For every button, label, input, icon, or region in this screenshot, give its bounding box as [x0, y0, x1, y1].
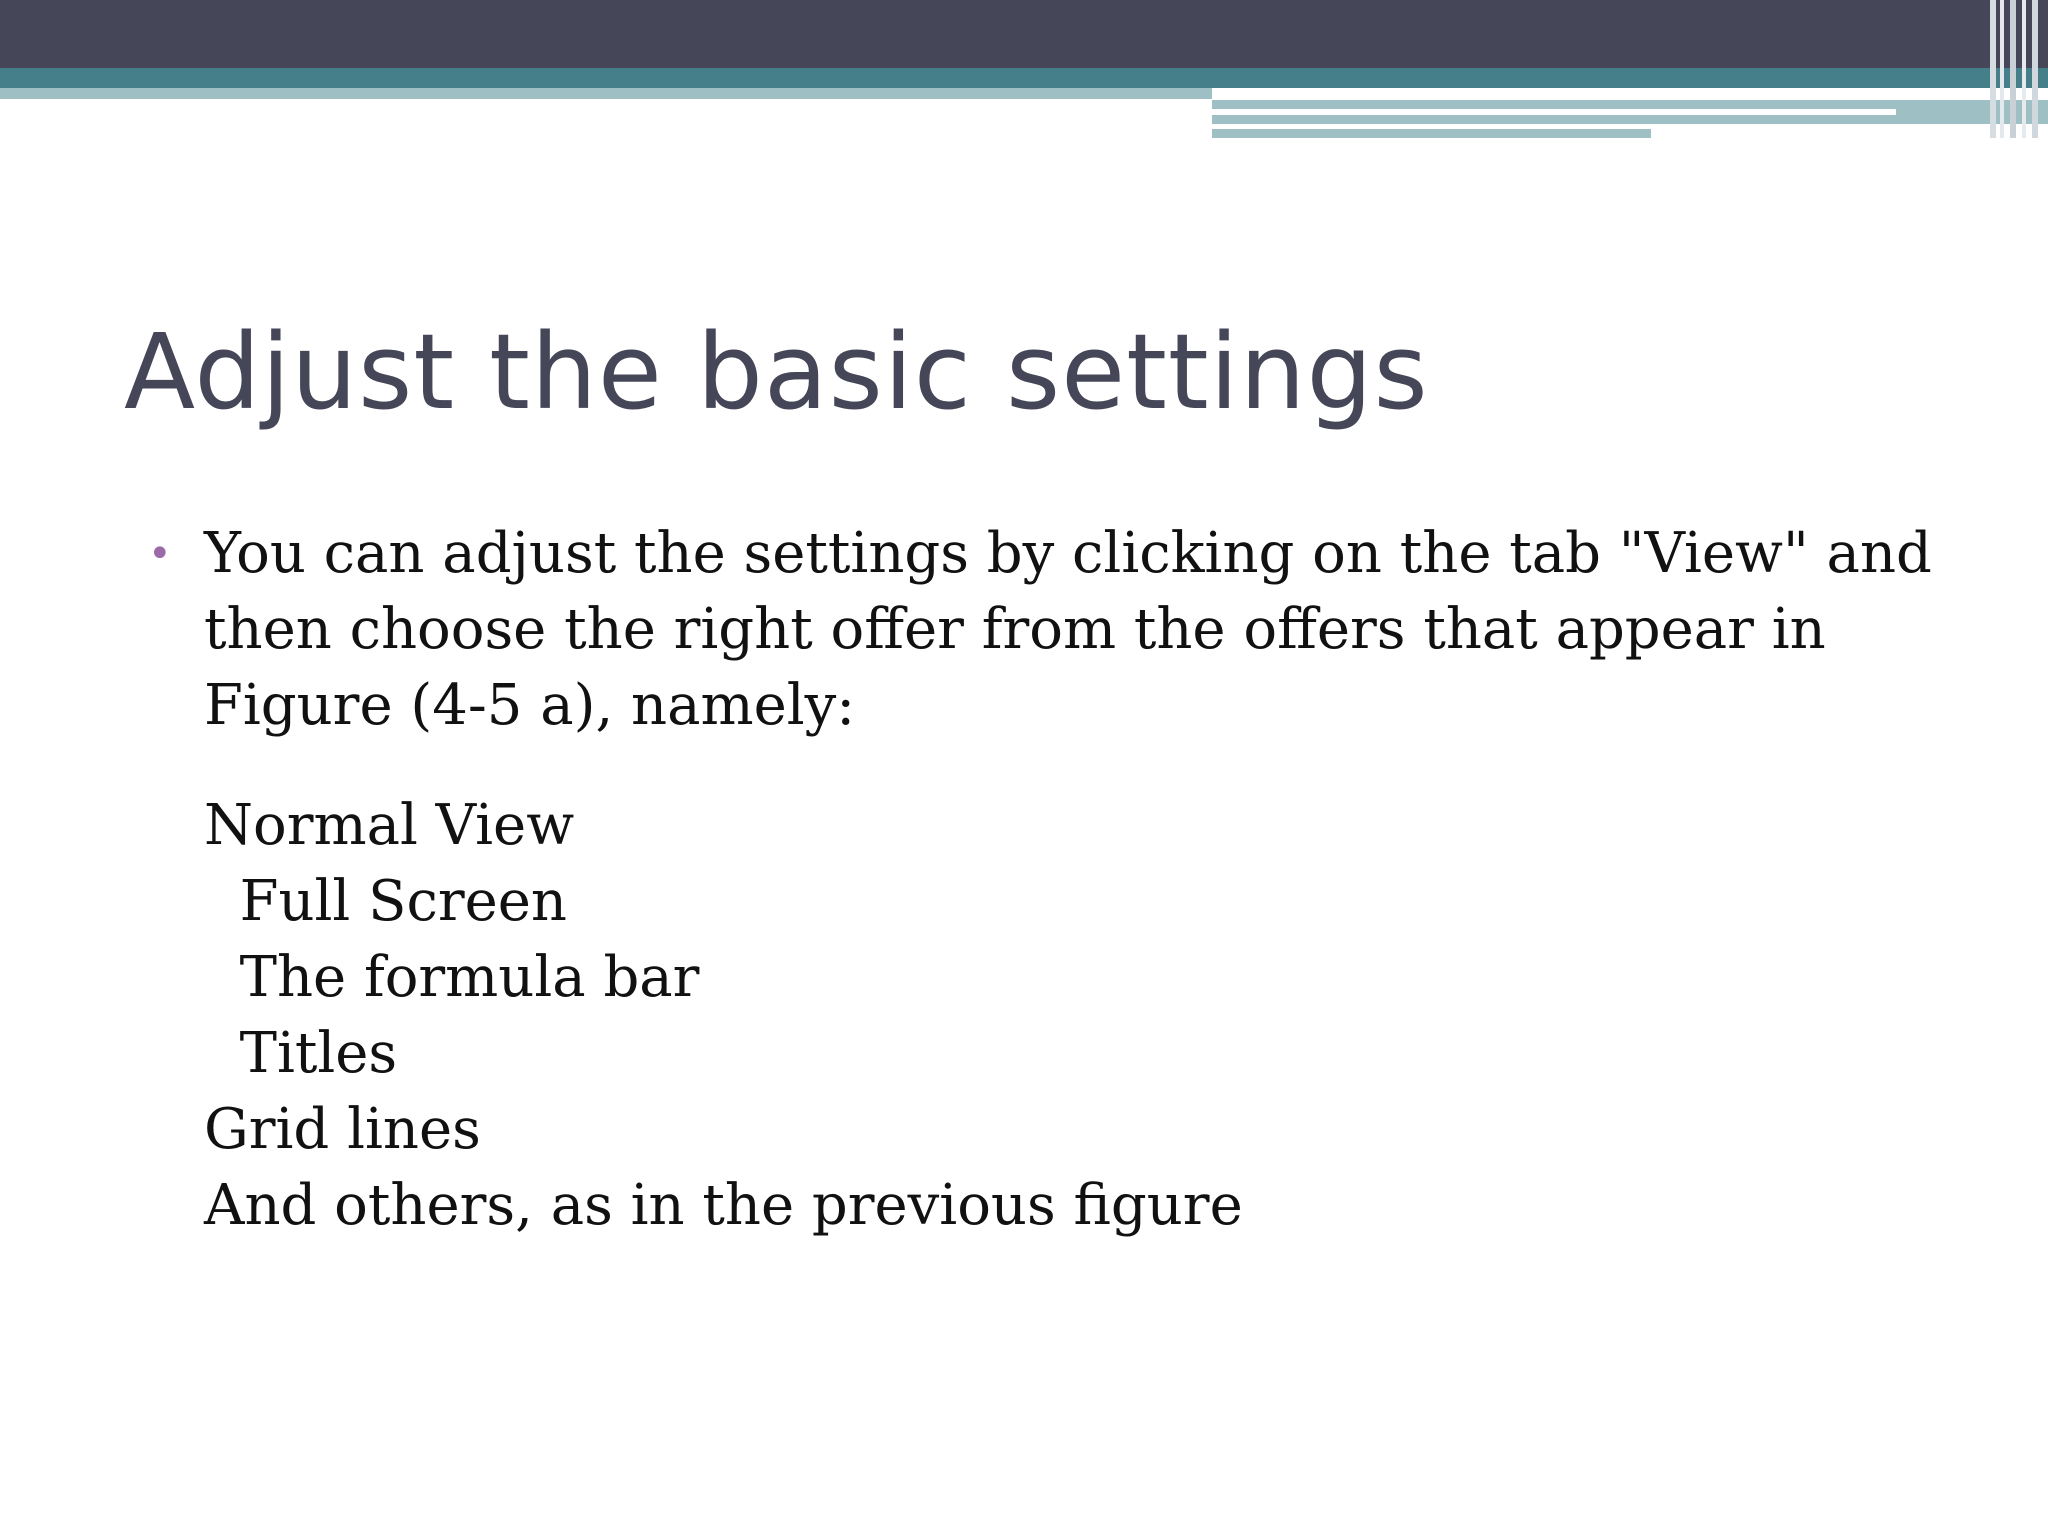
list-item: And others, as in the previous figure [204, 1173, 1243, 1238]
header-banner-teal [0, 68, 2048, 88]
list-item: Grid lines [204, 1097, 481, 1162]
header-banner-edge [2010, 0, 2016, 138]
header-banner-notch [1651, 129, 2048, 138]
list-item: Titles [204, 1021, 398, 1086]
header-banner-edge [1990, 0, 1996, 138]
header-banner-dark [0, 0, 2048, 68]
bullet-text: You can adjust the settings by clicking on the tab "View" and then choose the right offer from the offers that appear in Figure (4-5 a), namely: [204, 521, 1932, 738]
header-banner-edge [2032, 0, 2038, 138]
bullet-marker-icon: • [148, 531, 172, 577]
header-banner-light-left [0, 88, 1212, 99]
header-banner-stripe [1212, 109, 1896, 115]
list-item: Full Screen [204, 869, 567, 934]
list-item: Normal View [204, 793, 575, 858]
header-banner-edge [2022, 0, 2026, 138]
header-banner-edge [2000, 0, 2004, 138]
slide-title: Adjust the basic settings [124, 311, 1429, 433]
list-item: The formula bar [204, 945, 700, 1010]
slide-body [148, 516, 1984, 1300]
settings-list [204, 788, 1984, 1244]
